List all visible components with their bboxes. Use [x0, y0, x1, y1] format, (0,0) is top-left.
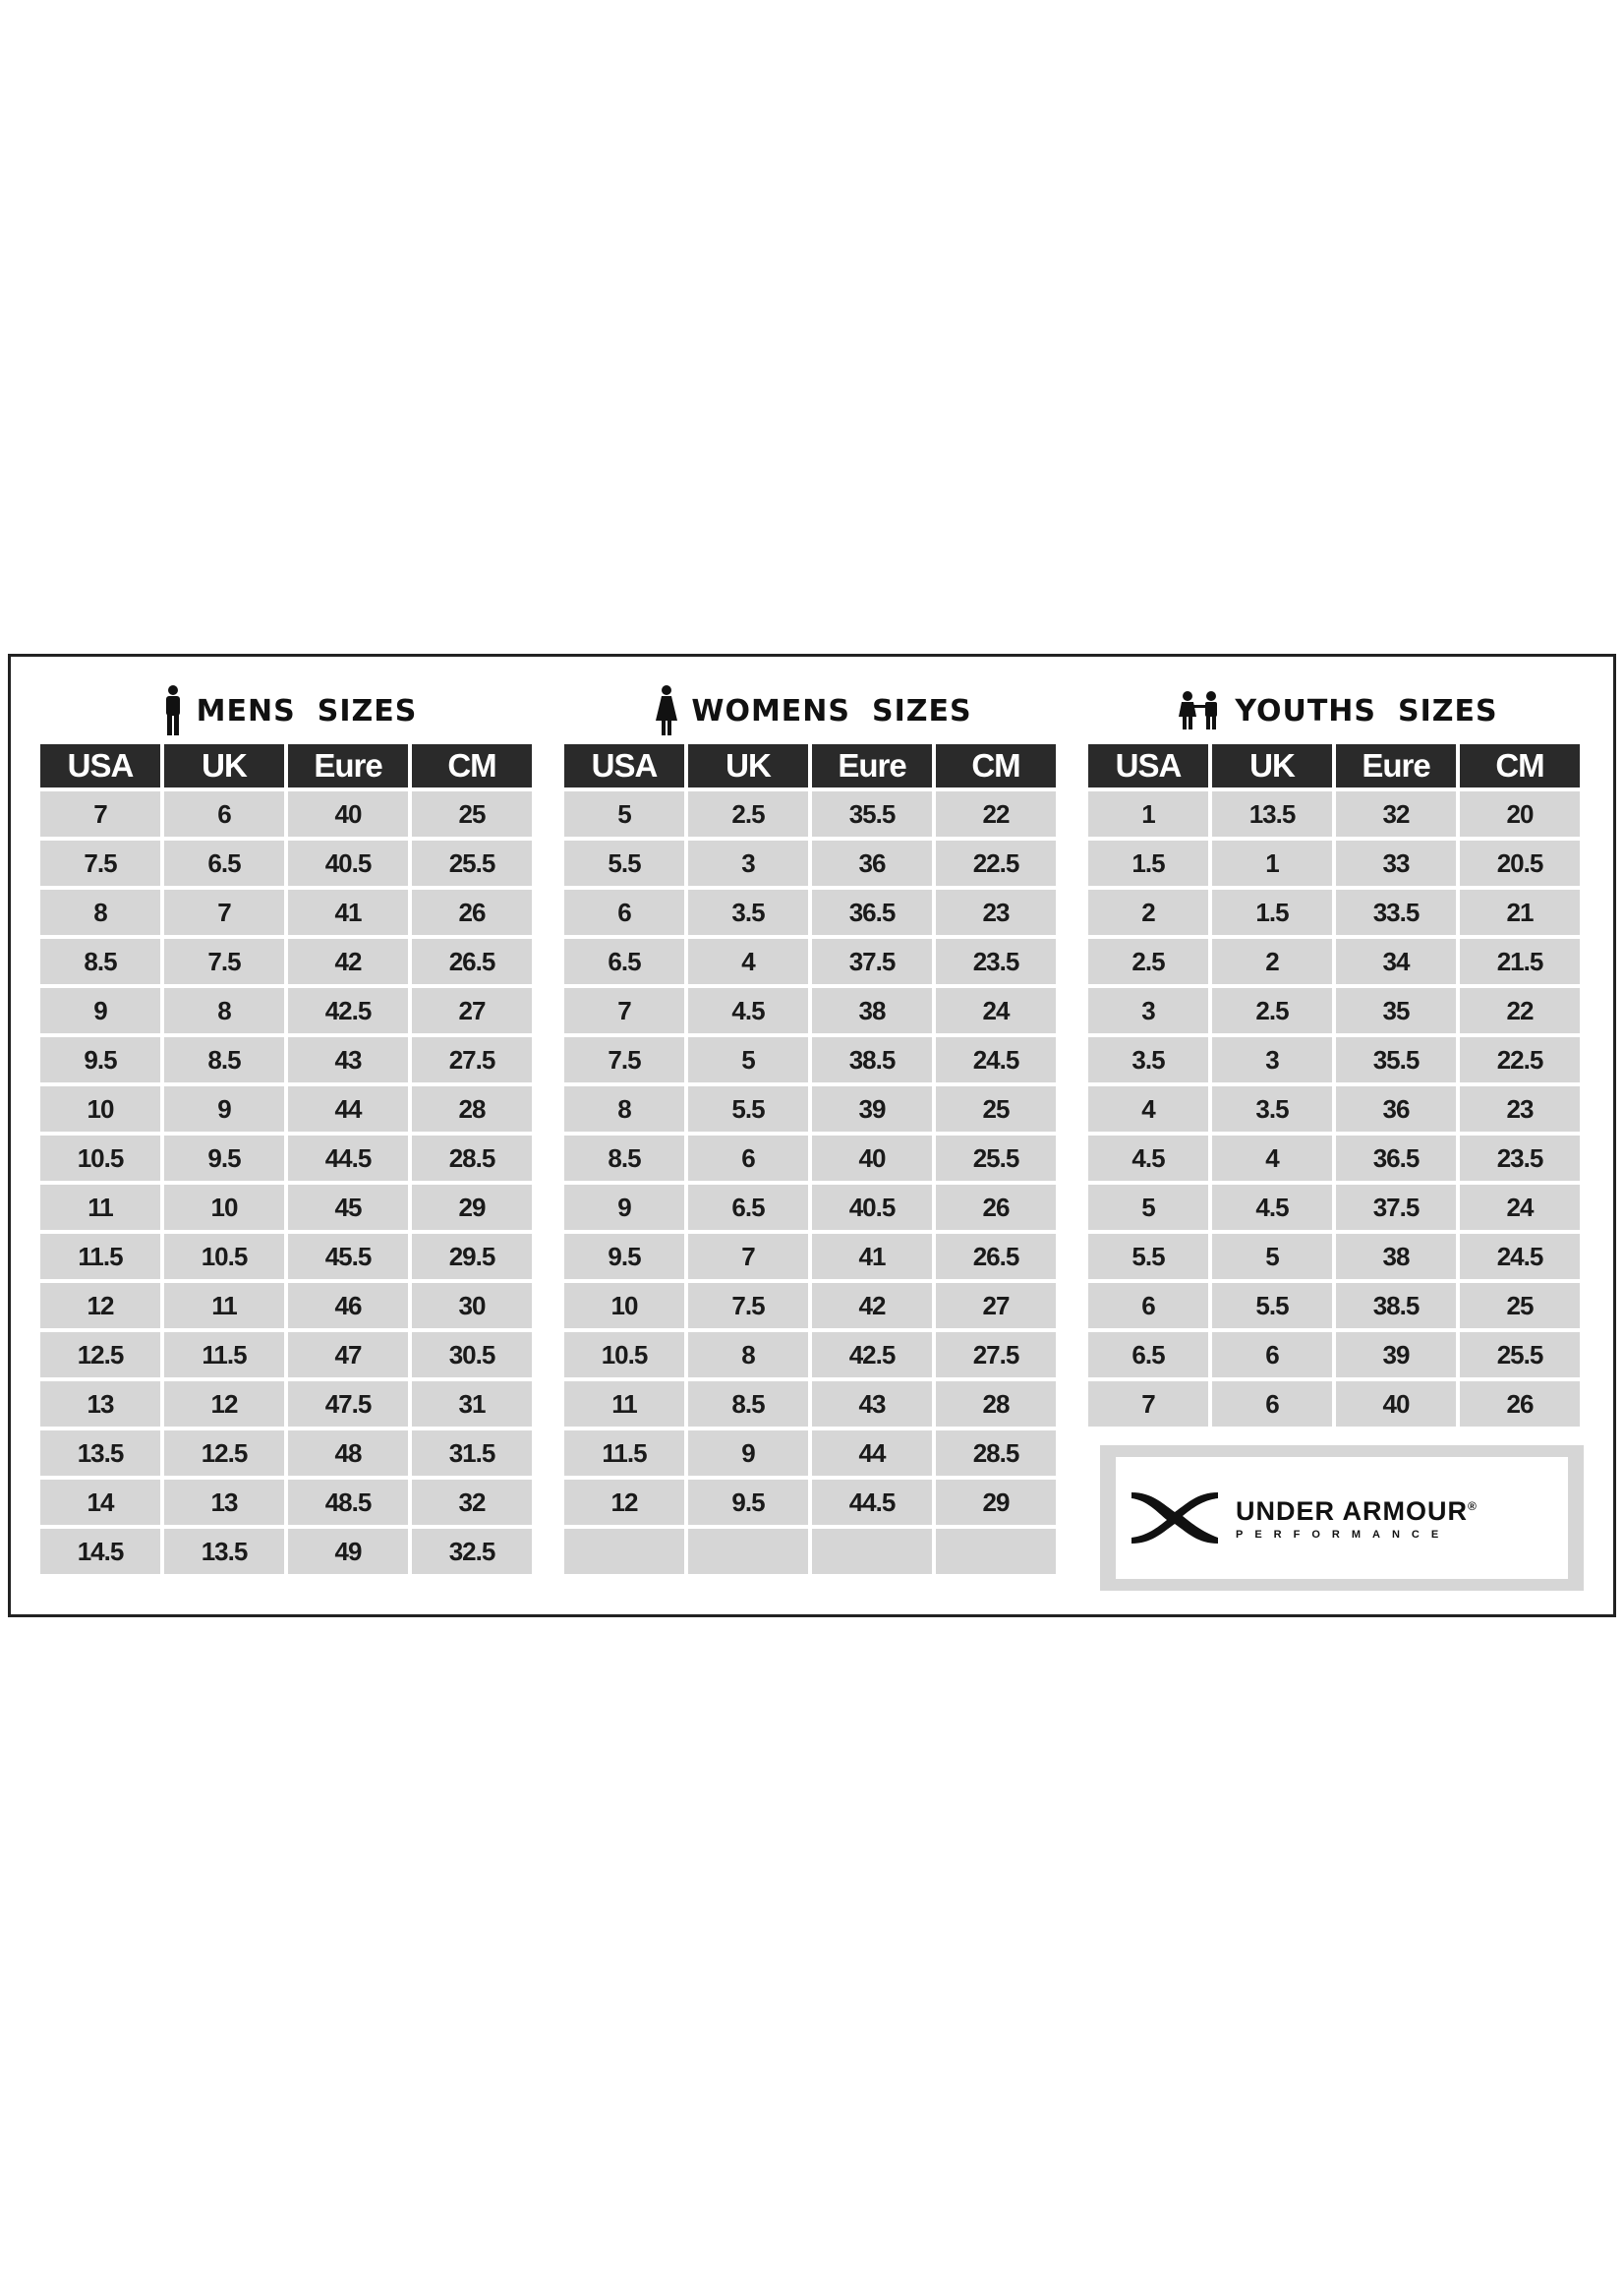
- logo-brand-name: UNDER ARMOUR: [1236, 1495, 1468, 1526]
- womens-header-usa: USA: [564, 744, 684, 787]
- table-cell: 40: [288, 791, 408, 837]
- table-cell: 9.5: [164, 1136, 284, 1181]
- table-cell: 6: [1088, 1283, 1208, 1328]
- womens-header-eure: Eure: [812, 744, 932, 787]
- table-row: [564, 1136, 1056, 1181]
- table-cell: 42.5: [288, 988, 408, 1033]
- table-cell: 42.5: [812, 1332, 932, 1377]
- table-cell: 46: [288, 1283, 408, 1328]
- table-row: [40, 1430, 532, 1476]
- logo-brand: [1236, 1496, 1478, 1527]
- womens-title-a: WOMENS: [691, 693, 851, 729]
- table-cell: 20.5: [1460, 841, 1580, 886]
- table-cell: 38.5: [1336, 1283, 1456, 1328]
- table-cell: 42: [812, 1283, 932, 1328]
- womens-header-cm: CM: [936, 744, 1056, 787]
- table-cell: 3: [1088, 988, 1208, 1033]
- table-cell: 31: [412, 1381, 532, 1427]
- table-cell: 4: [1212, 1136, 1332, 1181]
- table-cell: 6.5: [688, 1185, 808, 1230]
- table-row: [1088, 791, 1580, 837]
- table-cell: 2: [1088, 890, 1208, 935]
- table-cell: 2.5: [1088, 939, 1208, 984]
- table-cell: 6: [164, 791, 284, 837]
- table-cell: 3: [1212, 1037, 1332, 1082]
- mens-header-usa: USA: [40, 744, 160, 787]
- table-cell: 7: [688, 1234, 808, 1279]
- table-cell: 7: [1088, 1381, 1208, 1427]
- youths-body: [1088, 791, 1580, 1427]
- table-cell: 1: [1088, 791, 1208, 837]
- table-row: [1088, 988, 1580, 1033]
- table-cell: 23: [936, 890, 1056, 935]
- table-row: [564, 1283, 1056, 1328]
- table-row: [40, 1086, 532, 1132]
- table-cell: 49: [288, 1529, 408, 1574]
- table-cell: 13.5: [1212, 791, 1332, 837]
- table-row: [1088, 1136, 1580, 1181]
- table-cell: 11.5: [564, 1430, 684, 1476]
- youths-title-b: SIZES: [1398, 693, 1498, 729]
- table-cell: 3.5: [688, 890, 808, 935]
- table-cell: 5.5: [564, 841, 684, 886]
- mens-header-row: [40, 744, 532, 787]
- table-cell: 32.5: [412, 1529, 532, 1574]
- table-cell: 29: [412, 1185, 532, 1230]
- logo-registered-mark: ®: [1468, 1498, 1478, 1513]
- table-cell: 35.5: [812, 791, 932, 837]
- table-cell: 7: [40, 791, 160, 837]
- table-cell: 5: [1088, 1185, 1208, 1230]
- table-cell: 5: [564, 791, 684, 837]
- table-row: [1088, 1234, 1580, 1279]
- table-cell: 35: [1336, 988, 1456, 1033]
- table-cell: 9: [564, 1185, 684, 1230]
- table-cell: 9: [164, 1086, 284, 1132]
- womens-title-b: SIZES: [872, 693, 972, 729]
- table-row: [564, 1234, 1056, 1279]
- table-cell: 25.5: [1460, 1332, 1580, 1377]
- table-row: [40, 1283, 532, 1328]
- table-cell: 11.5: [164, 1332, 284, 1377]
- table-cell: 21.5: [1460, 939, 1580, 984]
- table-cell: 22.5: [936, 841, 1056, 886]
- table-cell: 26: [412, 890, 532, 935]
- table-cell: 6: [1212, 1332, 1332, 1377]
- table-cell: 24.5: [936, 1037, 1056, 1082]
- table-cell: 22: [1460, 988, 1580, 1033]
- table-cell: 8.5: [164, 1037, 284, 1082]
- table-cell: 10.5: [40, 1136, 160, 1181]
- table-cell: 12.5: [40, 1332, 160, 1377]
- table-cell: 6: [1212, 1381, 1332, 1427]
- table-cell: 40: [1336, 1381, 1456, 1427]
- table-cell: 38: [1336, 1234, 1456, 1279]
- table-cell: 38: [812, 988, 932, 1033]
- table-row: [1088, 1332, 1580, 1377]
- womens-size-table: [560, 740, 1060, 1578]
- table-cell: 45: [288, 1185, 408, 1230]
- table-cell: 44: [288, 1086, 408, 1132]
- table-cell: 28.5: [936, 1430, 1056, 1476]
- logo-box: [1100, 1445, 1584, 1591]
- table-cell: 2.5: [1212, 988, 1332, 1033]
- table-cell: 13: [164, 1480, 284, 1525]
- table-cell: 13.5: [40, 1430, 160, 1476]
- table-cell: 43: [288, 1037, 408, 1082]
- table-cell: 30.5: [412, 1332, 532, 1377]
- table-row: [40, 791, 532, 837]
- table-cell: 44: [812, 1430, 932, 1476]
- table-cell: 2: [1212, 939, 1332, 984]
- table-cell: 28.5: [412, 1136, 532, 1181]
- table-cell: 4.5: [1088, 1136, 1208, 1181]
- table-cell: 28: [936, 1381, 1056, 1427]
- table-cell: 4: [1088, 1086, 1208, 1132]
- logo-text: [1236, 1496, 1478, 1541]
- table-cell: 22: [936, 791, 1056, 837]
- table-cell: 41: [288, 890, 408, 935]
- table-cell: 25: [412, 791, 532, 837]
- table-cell: 11: [40, 1185, 160, 1230]
- table-cell: 44.5: [812, 1480, 932, 1525]
- table-cell: 26.5: [936, 1234, 1056, 1279]
- table-cell: 48: [288, 1430, 408, 1476]
- table-cell: 39: [1336, 1332, 1456, 1377]
- womens-header-row: [564, 744, 1056, 787]
- table-cell: [936, 1529, 1056, 1574]
- table-row: [1088, 1086, 1580, 1132]
- table-cell: 10: [564, 1283, 684, 1328]
- table-row: [40, 1136, 532, 1181]
- table-cell: 9.5: [688, 1480, 808, 1525]
- table-row: [40, 890, 532, 935]
- table-row: [564, 988, 1056, 1033]
- table-cell: 7.5: [688, 1283, 808, 1328]
- table-row: [40, 988, 532, 1033]
- table-cell: 10.5: [564, 1332, 684, 1377]
- table-row: [40, 939, 532, 984]
- table-cell: [688, 1529, 808, 1574]
- table-cell: 8: [564, 1086, 684, 1132]
- table-cell: 3.5: [1088, 1037, 1208, 1082]
- table-cell: 27.5: [936, 1332, 1056, 1377]
- table-row: [564, 1381, 1056, 1427]
- table-cell: 3.5: [1212, 1086, 1332, 1132]
- table-row: [1088, 1037, 1580, 1082]
- table-cell: 31.5: [412, 1430, 532, 1476]
- table-cell: [564, 1529, 684, 1574]
- table-row: [40, 841, 532, 886]
- table-cell: 12: [164, 1381, 284, 1427]
- table-cell: 12: [40, 1283, 160, 1328]
- mens-size-table: [36, 740, 536, 1578]
- womens-title: [564, 681, 1062, 740]
- youths-header-cm: CM: [1460, 744, 1580, 787]
- table-row: [1088, 939, 1580, 984]
- table-row: [1088, 1283, 1580, 1328]
- table-row: [564, 1086, 1056, 1132]
- mens-header-eure: Eure: [288, 744, 408, 787]
- mens-header-uk: UK: [164, 744, 284, 787]
- youths-size-table: [1084, 740, 1584, 1430]
- table-cell: 30: [412, 1283, 532, 1328]
- table-cell: 38.5: [812, 1037, 932, 1082]
- table-cell: 1.5: [1212, 890, 1332, 935]
- table-row: [1088, 1381, 1580, 1427]
- table-cell: 39: [812, 1086, 932, 1132]
- table-row: [564, 1332, 1056, 1377]
- table-row: [564, 939, 1056, 984]
- table-cell: 5.5: [1212, 1283, 1332, 1328]
- table-cell: 29.5: [412, 1234, 532, 1279]
- table-row: [40, 1381, 532, 1427]
- table-cell: 25: [1460, 1283, 1580, 1328]
- youths-header-row: [1088, 744, 1580, 787]
- table-cell: 29: [936, 1480, 1056, 1525]
- table-cell: 6: [688, 1136, 808, 1181]
- table-cell: 8.5: [40, 939, 160, 984]
- table-cell: 8: [40, 890, 160, 935]
- table-cell: 34: [1336, 939, 1456, 984]
- table-cell: 7: [564, 988, 684, 1033]
- youths-title-a: YOUTHS: [1235, 693, 1377, 729]
- size-chart-frame: [8, 654, 1616, 1617]
- womens-body: [564, 791, 1056, 1574]
- table-cell: 25: [936, 1086, 1056, 1132]
- mens-title: [40, 681, 538, 740]
- table-cell: 10: [164, 1185, 284, 1230]
- table-cell: 7.5: [564, 1037, 684, 1082]
- table-cell: 7.5: [40, 841, 160, 886]
- table-row: [40, 1529, 532, 1574]
- table-cell: 45.5: [288, 1234, 408, 1279]
- mens-body: [40, 791, 532, 1574]
- woman-icon: [654, 685, 679, 736]
- table-cell: 48.5: [288, 1480, 408, 1525]
- table-cell: 24.5: [1460, 1234, 1580, 1279]
- table-cell: 7.5: [164, 939, 284, 984]
- table-cell: 5: [1212, 1234, 1332, 1279]
- table-cell: 40.5: [812, 1185, 932, 1230]
- table-row: [564, 791, 1056, 837]
- table-row: [564, 1185, 1056, 1230]
- table-cell: 23.5: [1460, 1136, 1580, 1181]
- table-cell: 27: [936, 1283, 1056, 1328]
- mens-header-cm: CM: [412, 744, 532, 787]
- table-cell: 47: [288, 1332, 408, 1377]
- table-cell: 4.5: [1212, 1185, 1332, 1230]
- youths-header-usa: USA: [1088, 744, 1208, 787]
- table-cell: 36: [1336, 1086, 1456, 1132]
- table-cell: 47.5: [288, 1381, 408, 1427]
- table-cell: [812, 1529, 932, 1574]
- table-cell: 3: [688, 841, 808, 886]
- table-cell: 8: [688, 1332, 808, 1377]
- table-row: [564, 1430, 1056, 1476]
- table-row: [40, 1185, 532, 1230]
- table-cell: 7: [164, 890, 284, 935]
- table-row: [1088, 890, 1580, 935]
- table-cell: 26: [936, 1185, 1056, 1230]
- youths-panel: [1088, 681, 1586, 1430]
- table-cell: 13.5: [164, 1529, 284, 1574]
- table-cell: 36.5: [1336, 1136, 1456, 1181]
- table-row: [1088, 1185, 1580, 1230]
- table-cell: 27.5: [412, 1037, 532, 1082]
- table-cell: 1: [1212, 841, 1332, 886]
- table-cell: 2.5: [688, 791, 808, 837]
- table-cell: 9.5: [40, 1037, 160, 1082]
- table-row: [564, 890, 1056, 935]
- table-cell: 44.5: [288, 1136, 408, 1181]
- under-armour-logo-icon: [1128, 1488, 1222, 1547]
- logo-tagline: PERFORMANCE: [1236, 1528, 1451, 1541]
- table-cell: 32: [1336, 791, 1456, 837]
- table-cell: 20: [1460, 791, 1580, 837]
- table-cell: 22.5: [1460, 1037, 1580, 1082]
- table-cell: 4: [688, 939, 808, 984]
- table-row: [564, 1037, 1056, 1082]
- table-cell: 5.5: [688, 1086, 808, 1132]
- table-cell: 6.5: [564, 939, 684, 984]
- table-row: [564, 1529, 1056, 1574]
- table-cell: 23.5: [936, 939, 1056, 984]
- table-cell: 41: [812, 1234, 932, 1279]
- table-cell: 8: [164, 988, 284, 1033]
- table-row: [1088, 841, 1580, 886]
- table-cell: 9: [688, 1430, 808, 1476]
- mens-title-b: SIZES: [317, 693, 418, 729]
- table-cell: 24: [1460, 1185, 1580, 1230]
- table-cell: 9: [40, 988, 160, 1033]
- table-cell: 4.5: [688, 988, 808, 1033]
- table-cell: 6: [564, 890, 684, 935]
- table-cell: 14: [40, 1480, 160, 1525]
- table-cell: 27: [412, 988, 532, 1033]
- table-cell: 12: [564, 1480, 684, 1525]
- table-cell: 11: [164, 1283, 284, 1328]
- table-cell: 35.5: [1336, 1037, 1456, 1082]
- logo-card: [1116, 1457, 1568, 1579]
- table-row: [40, 1234, 532, 1279]
- table-cell: 10: [40, 1086, 160, 1132]
- table-cell: 33.5: [1336, 890, 1456, 935]
- table-cell: 5: [688, 1037, 808, 1082]
- table-cell: 26.5: [412, 939, 532, 984]
- mens-title-a: MENS: [196, 693, 296, 729]
- table-cell: 37.5: [812, 939, 932, 984]
- table-cell: 43: [812, 1381, 932, 1427]
- table-cell: 32: [412, 1480, 532, 1525]
- table-cell: 5.5: [1088, 1234, 1208, 1279]
- table-cell: 25.5: [936, 1136, 1056, 1181]
- children-icon: [1176, 691, 1223, 730]
- table-row: [564, 841, 1056, 886]
- table-cell: 1.5: [1088, 841, 1208, 886]
- table-cell: 9.5: [564, 1234, 684, 1279]
- table-cell: 40.5: [288, 841, 408, 886]
- youths-title: [1088, 681, 1586, 740]
- table-row: [40, 1037, 532, 1082]
- table-cell: 6.5: [164, 841, 284, 886]
- mens-panel: [40, 681, 538, 1578]
- table-cell: 25.5: [412, 841, 532, 886]
- youths-header-uk: UK: [1212, 744, 1332, 787]
- table-cell: 26: [1460, 1381, 1580, 1427]
- table-cell: 11.5: [40, 1234, 160, 1279]
- table-cell: 40: [812, 1136, 932, 1181]
- womens-panel: [564, 681, 1062, 1578]
- table-cell: 36.5: [812, 890, 932, 935]
- table-cell: 11: [564, 1381, 684, 1427]
- table-cell: 42: [288, 939, 408, 984]
- table-cell: 24: [936, 988, 1056, 1033]
- table-row: [40, 1332, 532, 1377]
- table-cell: 8.5: [688, 1381, 808, 1427]
- table-cell: 14.5: [40, 1529, 160, 1574]
- table-row: [564, 1480, 1056, 1525]
- table-cell: 6.5: [1088, 1332, 1208, 1377]
- table-cell: 28: [412, 1086, 532, 1132]
- table-cell: 13: [40, 1381, 160, 1427]
- table-cell: 33: [1336, 841, 1456, 886]
- table-cell: 12.5: [164, 1430, 284, 1476]
- womens-header-uk: UK: [688, 744, 808, 787]
- table-row: [40, 1480, 532, 1525]
- table-cell: 21: [1460, 890, 1580, 935]
- table-cell: 37.5: [1336, 1185, 1456, 1230]
- table-cell: 36: [812, 841, 932, 886]
- table-cell: 23: [1460, 1086, 1580, 1132]
- youths-header-eure: Eure: [1336, 744, 1456, 787]
- table-cell: 10.5: [164, 1234, 284, 1279]
- table-cell: 8.5: [564, 1136, 684, 1181]
- man-icon: [161, 685, 185, 736]
